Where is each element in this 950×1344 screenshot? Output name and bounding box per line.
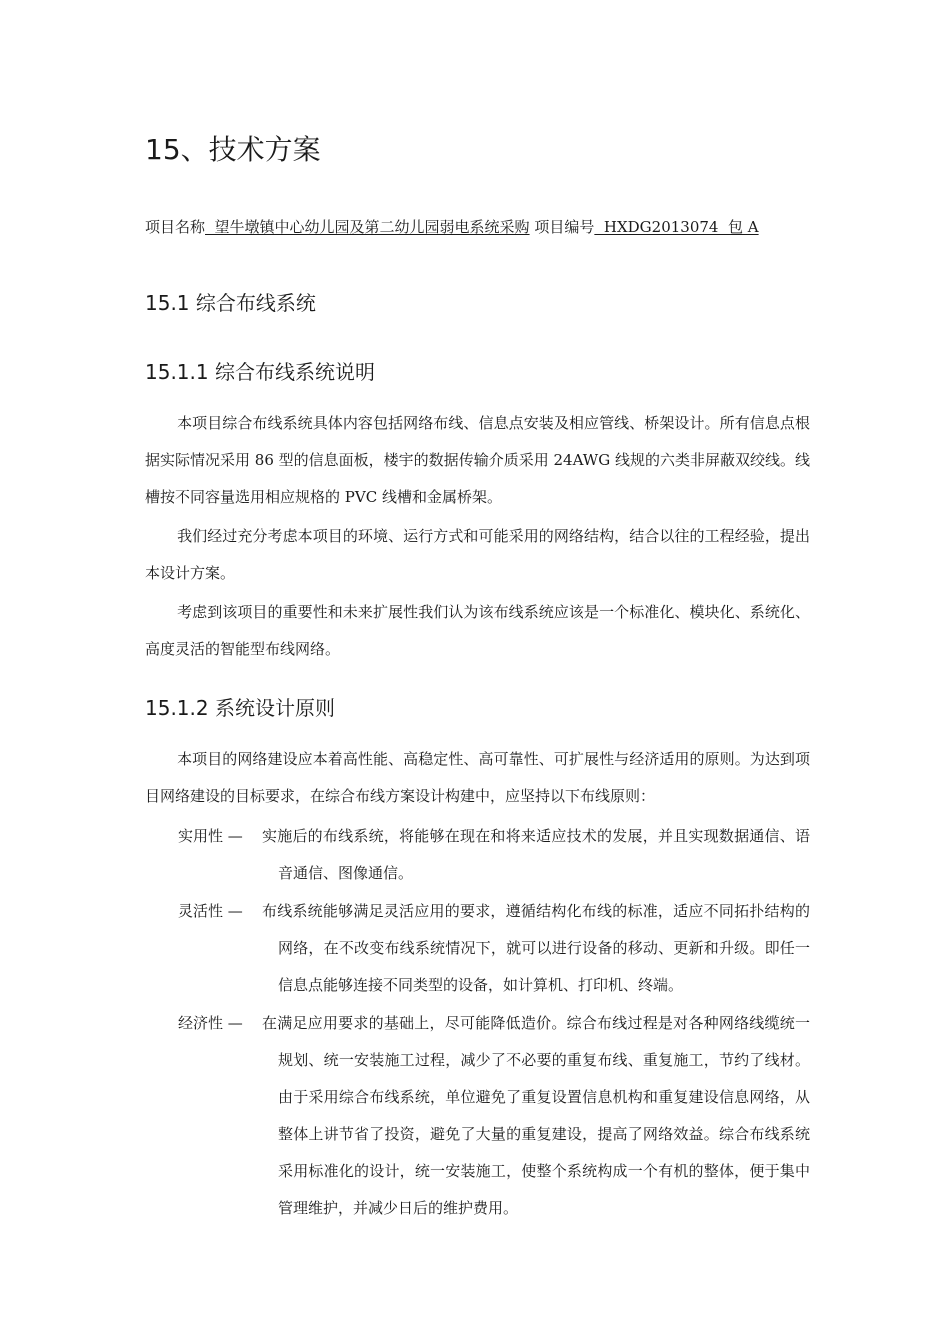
paragraph-text: 我们经过充分考虑本项目的环境、运行方式和可能采用的网络结构，结合以往的工程经验，提出本设计方案。	[145, 527, 810, 582]
paragraph-text: 考虑到该项目的重要性和未来扩展性我们认为该布线系统应该是一个标准化、模块化、系统化、高度灵活的智能型布线网络。	[145, 603, 810, 658]
section-1-title: 15.1 综合布线系统	[145, 291, 316, 315]
principle-term: 经济性 —	[178, 1014, 243, 1032]
principle-practicality	[178, 818, 810, 892]
project-code-value: HXDG2013074 包 A	[594, 218, 759, 236]
section-1-2-intro	[145, 741, 810, 815]
principle-text: 在满足应用要求的基础上，尽可能降低造价。综合布线过程是对各种网络线缆统一规划、统一安装施工过程，减少了不必要的重复布线、重复施工，节约了线材。由于采用综合布线系统，单位避免了重复设置信息机构和重复建设信息网络，从整体上讲节省了投资，避免了大量的重复建设，提高了网络效益。综合布线系统采用标准化的设计，统一安装施工，使整个系统构成一个有机的整体，便于集中管理维护，并减少日后的维护费用。	[262, 1014, 810, 1217]
principle-economy	[178, 1005, 810, 1227]
project-name-value: 望牛墩镇中心幼儿园及第二幼儿园弱电系统采购	[205, 218, 530, 236]
principle-text: 布线系统能够满足灵活应用的要求，遵循结构化布线的标准，适应不同拓扑结构的网络，在不改变布线系统情况下，就可以进行设备的移动、更新和升级。即任一信息点能够连接不同类型的设备，如计算机、打印机、终端。	[262, 902, 810, 994]
project-name-label: 项目名称	[145, 218, 206, 236]
principle-text: 实施后的布线系统，将能够在现在和将来适应技术的发展，并且实现数据通信、语音通信、图像通信。	[262, 827, 810, 882]
section-1-1-paragraph-3	[145, 594, 810, 668]
paragraph-text: 本项目综合布线系统具体内容包括网络布线、信息点安装及相应管线、桥架设计。所有信息点根据实际情况采用 86 型的信息面板，楼宇的数据传输介质采用 24AWG 线规的六类非屏蔽双绞线。线槽按不同容量选用相应规格的 PVC 线槽和金属桥架。	[145, 414, 810, 506]
section-1-1-title: 15.1.1 综合布线系统说明	[145, 360, 375, 384]
principle-term: 灵活性 —	[178, 902, 243, 920]
section-1-1-paragraph-2	[145, 518, 810, 592]
section-1-2-title: 15.1.2 系统设计原则	[145, 696, 335, 720]
page-heading: 15、技术方案	[145, 133, 321, 166]
principle-term: 实用性 —	[178, 827, 243, 845]
paragraph-text: 本项目的网络建设应本着高性能、高稳定性、高可靠性、可扩展性与经济适用的原则。为达到项目网络建设的目标要求，在综合布线方案设计构建中，应坚持以下布线原则：	[145, 750, 810, 805]
project-info-line	[145, 216, 759, 238]
principle-flexibility	[178, 893, 810, 1004]
project-code-label: 项目编号	[534, 218, 595, 236]
section-1-1-paragraph-1	[145, 405, 810, 516]
